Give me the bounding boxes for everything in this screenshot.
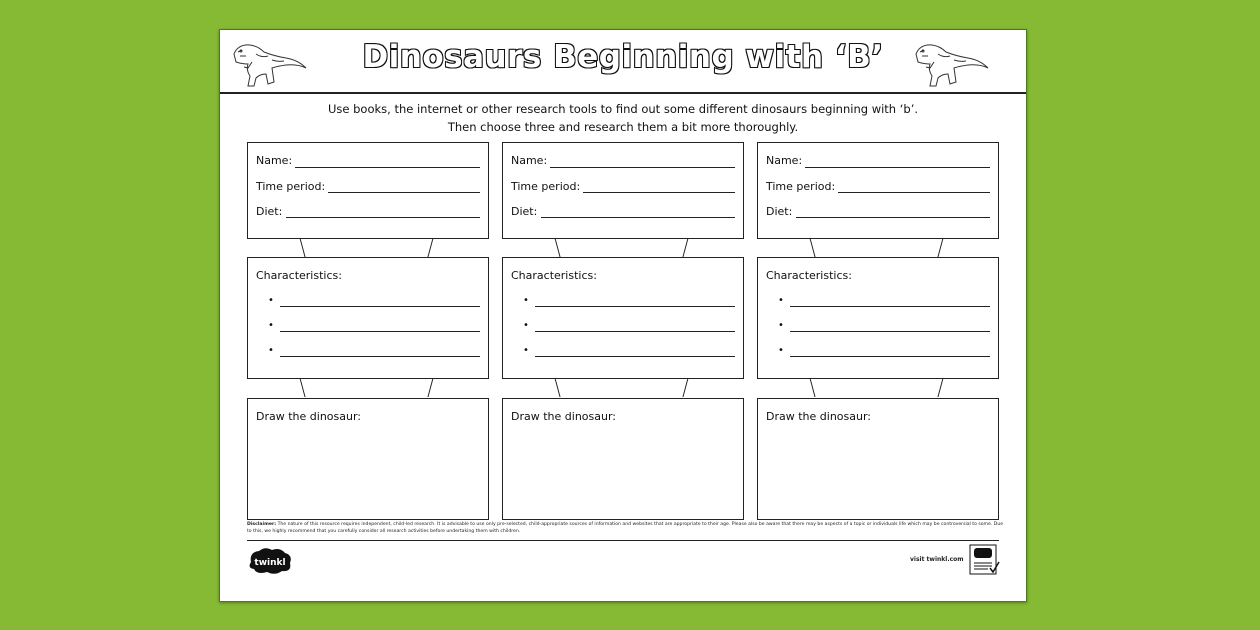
characteristics-box-3 [757, 257, 999, 379]
characteristic-answer-line[interactable] [790, 331, 990, 332]
draw-label: Draw the dinosaur: [256, 410, 361, 423]
name-label: Name: [511, 154, 548, 167]
time-period-label: Time period: [766, 180, 836, 193]
worksheet-page [219, 29, 1027, 602]
bullet: • [268, 295, 274, 306]
twinkl-logo-text: twinkl [254, 558, 286, 568]
name-answer-line[interactable] [550, 167, 735, 168]
name-label: Name: [256, 154, 293, 167]
diet-answer-line[interactable] [796, 217, 990, 218]
name-answer-line[interactable] [805, 167, 990, 168]
connector-line [937, 378, 943, 397]
connector-line [427, 238, 433, 257]
disclaimer [247, 521, 1007, 535]
bullet: • [268, 345, 274, 356]
twinkl-logo [247, 546, 293, 576]
diet-label: Diet: [511, 205, 538, 218]
diet-label: Diet: [766, 205, 793, 218]
connector-line [427, 378, 433, 397]
diet-answer-line[interactable] [286, 217, 480, 218]
diet-label: Diet: [256, 205, 283, 218]
bullet: • [523, 295, 529, 306]
bullet: • [523, 320, 529, 331]
name-label: Name: [766, 154, 803, 167]
connector-line [937, 238, 943, 257]
connector-line [554, 238, 560, 257]
dinosaur-illustration-right [910, 34, 990, 90]
characteristics-label: Characteristics: [511, 269, 597, 282]
name-answer-line[interactable] [295, 167, 480, 168]
bullet: • [778, 345, 784, 356]
connector-line [682, 378, 688, 397]
instructions-line-2: Then choose three and research them a bit more thoroughly. [447, 120, 799, 134]
bullet: • [778, 320, 784, 331]
worksheet-title: Dinosaurs Beginning with ‘B’ [362, 39, 884, 75]
disclaimer-text: The nature of this resource requires independent, child-led research. It is advisable to use only pre-selected, child-appropriate sources of information and websites that are appropriate to their age. Please also be aware that there may be aspects of a topic or individuals life which may be controversial to some. Due to this, we highly recommend that you carefully consider all research activities before undertaking them with children. [247, 522, 1004, 534]
characteristic-answer-line[interactable] [790, 306, 990, 307]
quality-badge-icon [968, 544, 1000, 576]
bullet: • [778, 295, 784, 306]
drawing-box-1[interactable] [247, 398, 489, 520]
time-period-answer-line[interactable] [328, 192, 480, 193]
draw-label: Draw the dinosaur: [511, 410, 616, 423]
footer-divider [247, 540, 999, 541]
connector-line [809, 378, 815, 397]
bullet: • [523, 345, 529, 356]
characteristic-answer-line[interactable] [790, 356, 990, 357]
drawing-box-2[interactable] [502, 398, 744, 520]
draw-label: Draw the dinosaur: [766, 410, 871, 423]
info-box-1 [247, 142, 489, 239]
connector-line [299, 238, 305, 257]
time-period-answer-line[interactable] [838, 192, 990, 193]
disclaimer-label: Disclaimer: [247, 522, 277, 527]
worksheet-header [220, 30, 1026, 94]
characteristics-label: Characteristics: [766, 269, 852, 282]
characteristics-label: Characteristics: [256, 269, 342, 282]
characteristic-answer-line[interactable] [535, 356, 735, 357]
visit-link[interactable]: visit twinkl.com [910, 556, 964, 563]
characteristics-box-1 [247, 257, 489, 379]
characteristics-box-2 [502, 257, 744, 379]
characteristic-answer-line[interactable] [280, 331, 480, 332]
connector-line [554, 378, 560, 397]
connector-line [682, 238, 688, 257]
characteristic-answer-line[interactable] [535, 331, 735, 332]
instructions-line-1: Use books, the internet or other research tools to find out some different dinosaurs beginning with ‘b’. [327, 102, 919, 116]
info-box-2 [502, 142, 744, 239]
time-period-label: Time period: [256, 180, 326, 193]
characteristic-answer-line[interactable] [280, 306, 480, 307]
characteristic-answer-line[interactable] [535, 306, 735, 307]
instructions [220, 100, 1026, 136]
connector-line [809, 238, 815, 257]
time-period-label: Time period: [511, 180, 581, 193]
info-box-3 [757, 142, 999, 239]
diet-answer-line[interactable] [541, 217, 735, 218]
characteristic-answer-line[interactable] [280, 356, 480, 357]
bullet: • [268, 320, 274, 331]
connector-line [299, 378, 305, 397]
drawing-box-3[interactable] [757, 398, 999, 520]
time-period-answer-line[interactable] [583, 192, 735, 193]
